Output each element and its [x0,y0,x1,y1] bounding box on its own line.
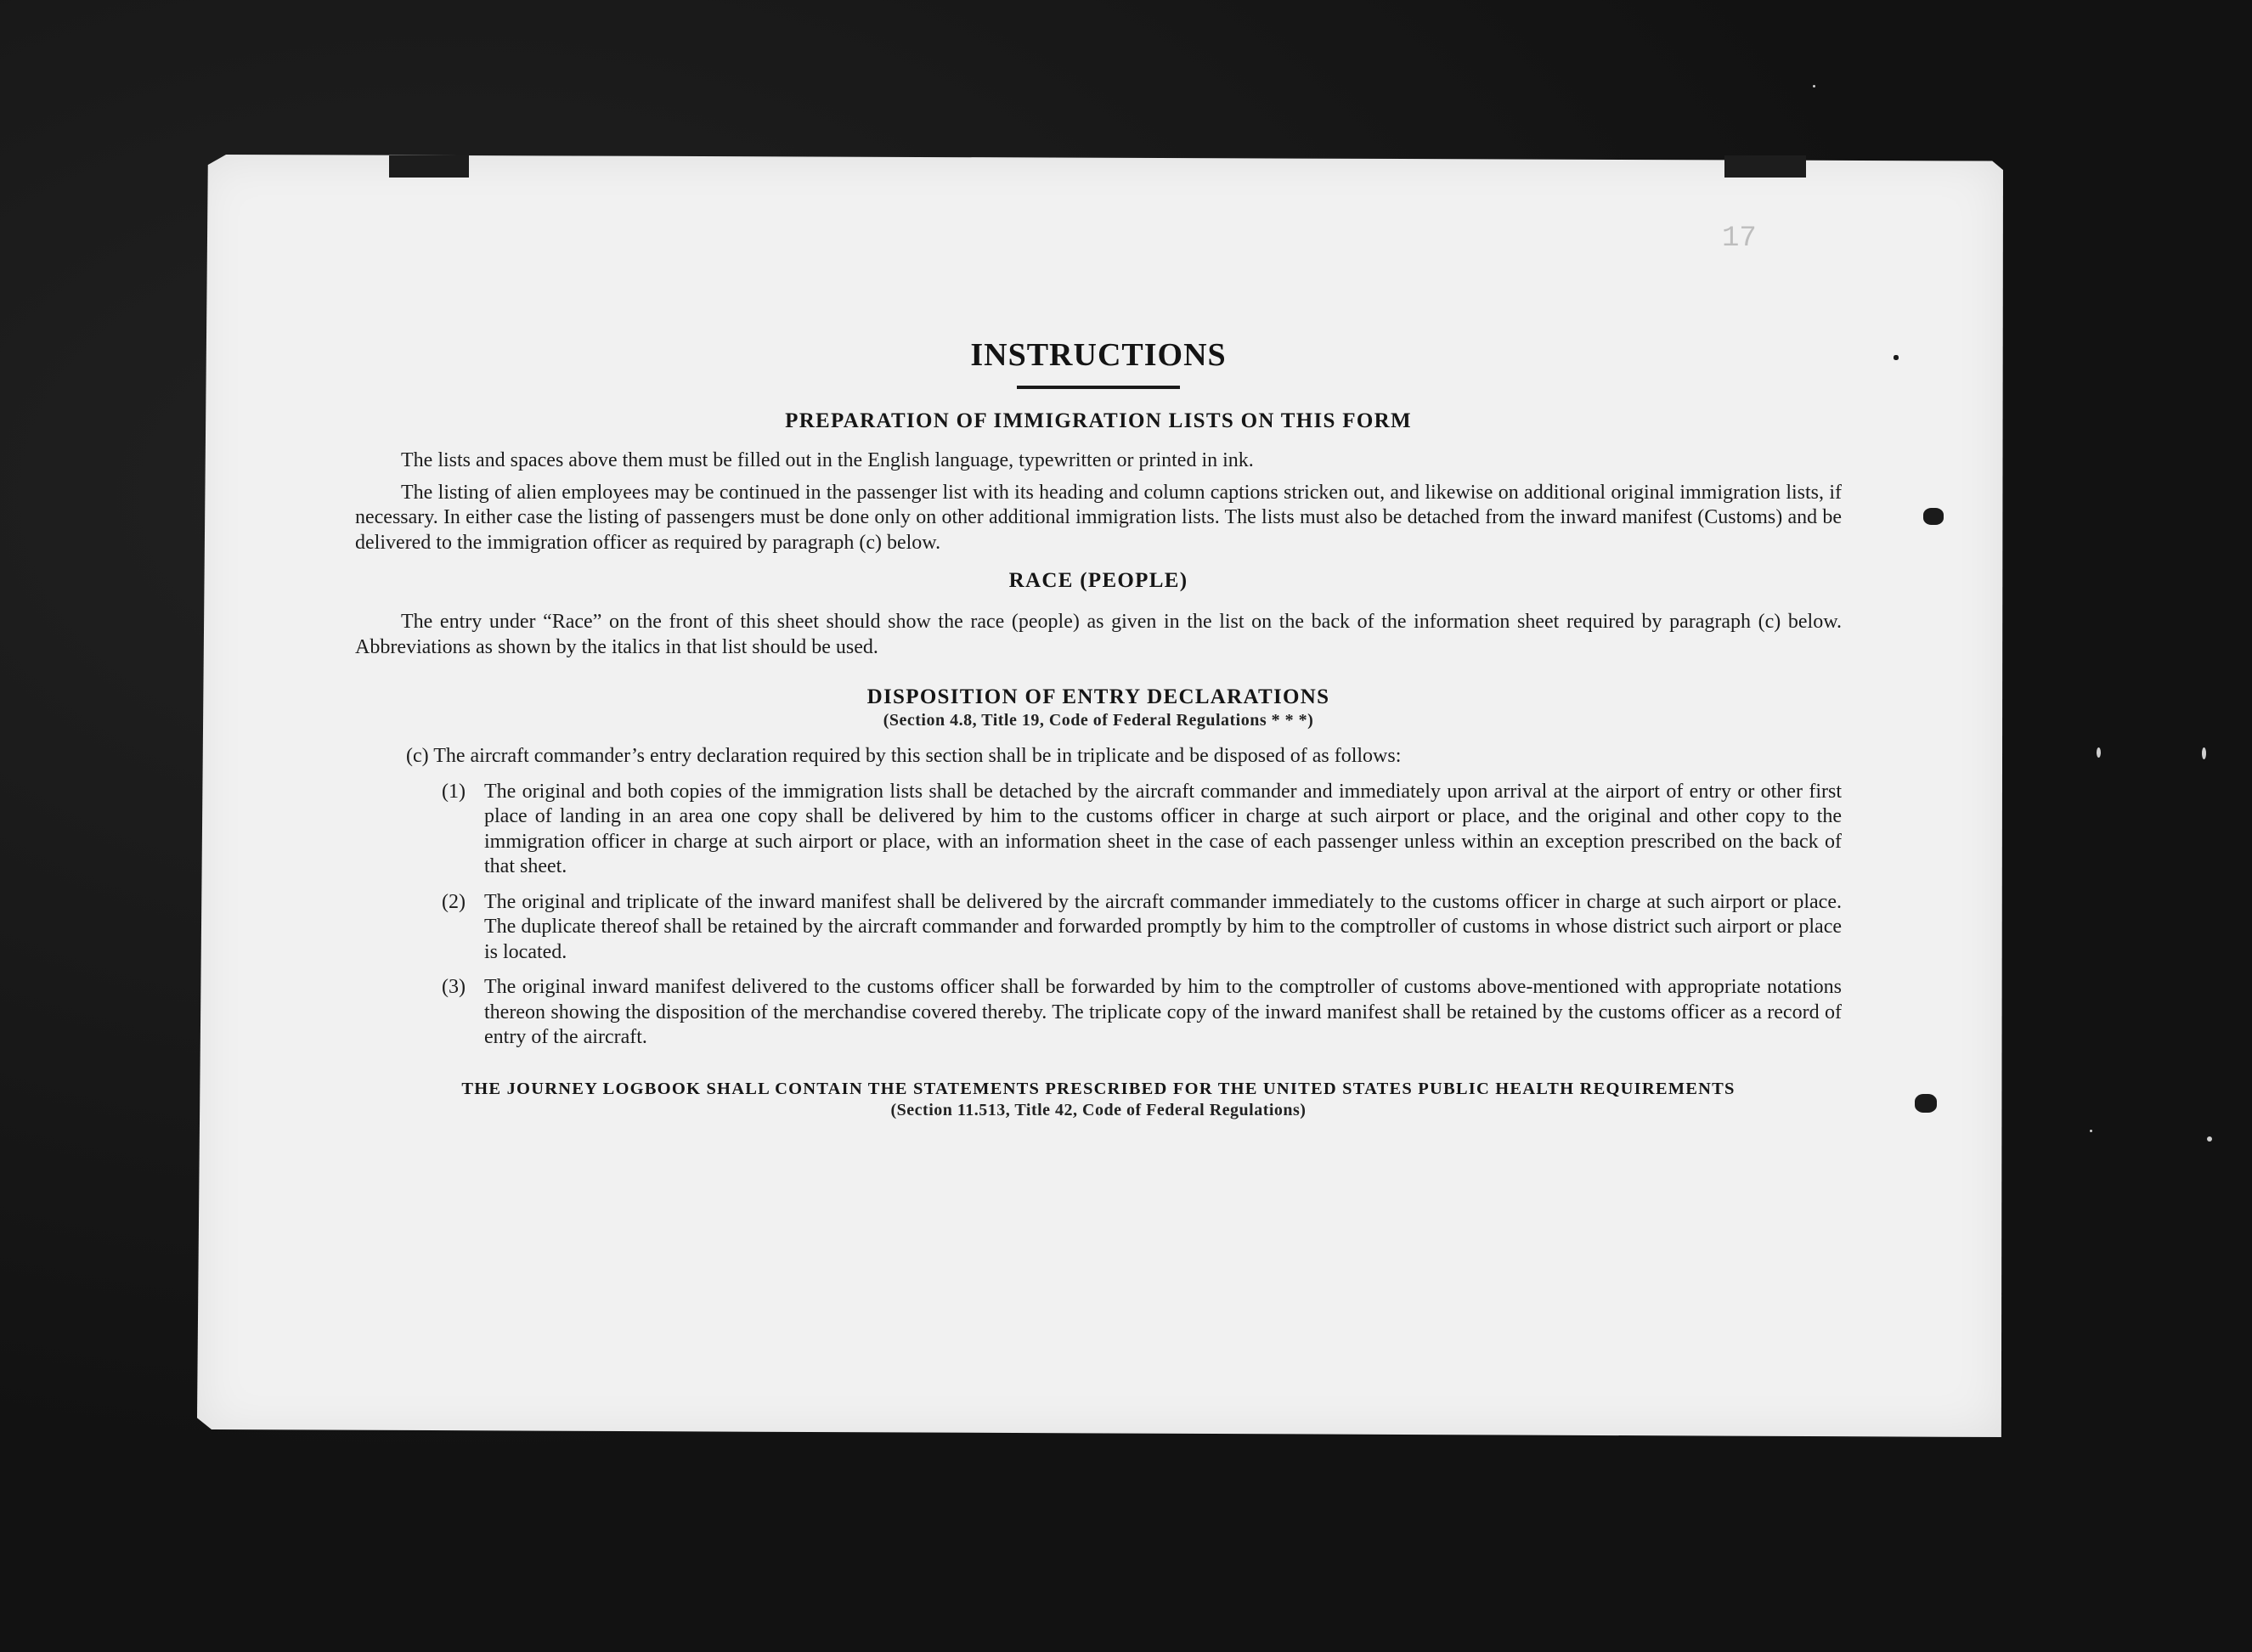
dust-speck [2207,1136,2212,1142]
footer-citation: (Section 11.513, Title 42, Code of Federal Regulations) [890,1100,1307,1119]
item-text: The original and triplicate of the inward manifest shall be delivered by the aircraft commander immediately to the customs officer in charge at such airport or place. The duplicate thereof shall be retained by the aircraft commander and forwarded promptly by him to the comptroller of customs in whose district such airport or place is located. [484,890,1842,963]
disposition-item-1 [355,780,1842,880]
instructions-content [355,336,1842,1120]
clip-tab-right [1724,155,1806,178]
ink-blot [1915,1094,1937,1113]
preparation-paragraph-1: The lists and spaces above them must be filled out in the English language, typewritten or printed in ink. [401,449,1254,471]
race-paragraph: The entry under “Race” on the front of this sheet should show the race (people) as given in the list on the back of the information sheet required by paragraph (c) below. Abbreviations as shown by the italics in that list should be used. [355,611,1842,658]
clip-tab-left [389,155,469,178]
disposition-subheading: (Section 4.8, Title 19, Code of Federal Regulations * * *) [883,711,1314,730]
preparation-heading: PREPARATION OF IMMIGRATION LISTS ON THIS FORM [785,409,1412,432]
item-text: The original and both copies of the immigration lists shall be detached by the aircraft commander and immediately upon arrival at the airport of entry or other first place of landing in an area one copy shall be delivered by him to the customs officer in charge at such airport or place, and the original and other copy to the immigration officer in charge at such airport or place, with an information sheet in the case of each passenger unless within an exception prescribed on the back of that sheet. [484,780,1842,877]
race-heading: RACE (PEOPLE) [1008,569,1188,592]
title-underline [1017,386,1180,389]
dust-speck [1813,85,1815,87]
page-number: 17 [1722,223,1757,255]
disposition-heading: DISPOSITION OF ENTRY DECLARATIONS [866,685,1330,708]
dust-speck [2090,1130,2092,1132]
item-number: (1) [442,780,466,803]
dust-speck [2097,747,2101,758]
dust-speck [2202,747,2206,759]
footer-statement: THE JOURNEY LOGBOOK SHALL CONTAIN THE STATEMENTS PRESCRIBED FOR THE UNITED STATES PUBLIC HEALTH REQUIREMENTS [461,1079,1736,1098]
preparation-paragraph-2: The listing of alien employees may be continued in the passenger list with its heading and column captions stricken out, and likewise on additional original immigration lists, if necessary. In either case the listing of passengers must be done only on other additional immigration lists. The lists must also be detached from the inward manifest (Customs) and be delivered to the immigration officer as required by paragraph (c) below. [355,481,1842,554]
ink-blot [1923,508,1944,525]
ink-dot [1894,355,1899,360]
disposition-lead: (c) The aircraft commander’s entry declaration required by this section shall be in triplicate and be disposed of as follows: [406,745,1402,767]
document-title: INSTRUCTIONS [970,337,1227,373]
item-number: (3) [442,976,466,998]
disposition-item-3 [355,975,1842,1051]
disposition-item-2 [355,890,1842,966]
item-text: The original inward manifest delivered to the customs officer shall be forwarded by him to the comptroller of customs above-mentioned with appropriate notations thereon showing the disposition of the merchandise covered thereby. The triplicate copy of the inward manifest shall be retained by the customs officer as a record of entry of the aircraft. [484,976,1842,1048]
item-number: (2) [442,890,466,913]
